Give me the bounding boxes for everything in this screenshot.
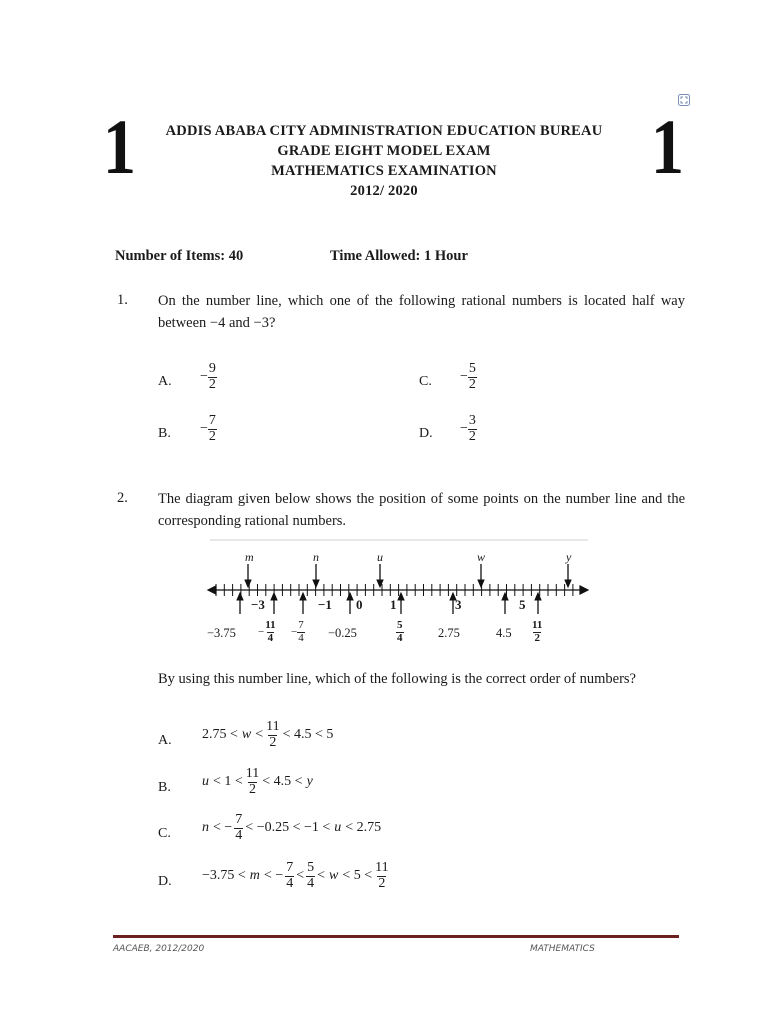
fraction xyxy=(468,414,477,444)
q2-option-a-expression[interactable] xyxy=(200,720,335,750)
numerator: 9 xyxy=(208,361,216,376)
expr-text: < 4.5 < 5 xyxy=(282,727,334,743)
fraction xyxy=(306,861,315,891)
axis-label-3: 3 xyxy=(455,597,462,612)
question-1-text: On the number line, which one of the following rational numbers is located half way between −4 and −3? xyxy=(158,293,685,331)
expr-text: < 2.75 xyxy=(345,820,382,836)
expr-variable-u: u xyxy=(334,820,342,836)
expr-variable-y: y xyxy=(306,774,313,790)
arrow-down-m xyxy=(245,564,251,587)
value-minus-0-25: −0.25 xyxy=(328,626,357,640)
arrow-up-0 xyxy=(237,593,243,614)
numerator: 11 xyxy=(245,766,260,781)
numerator: 7 xyxy=(298,619,304,631)
arrow-up-7 xyxy=(535,593,541,614)
number-of-items: Number of Items: 40 xyxy=(115,248,244,264)
denominator: 2 xyxy=(468,428,476,444)
q1-option-a-value[interactable] xyxy=(200,362,217,392)
footer-right: MATHEMATICS xyxy=(530,944,595,954)
q2-option-d-label: D. xyxy=(158,874,172,889)
fraction xyxy=(245,767,260,797)
arrow-up-4 xyxy=(398,593,404,614)
denominator: 2 xyxy=(208,428,216,444)
denominator: 2 xyxy=(534,631,540,644)
fraction xyxy=(285,861,294,891)
footer-rule xyxy=(113,935,679,938)
minus-sign: − xyxy=(460,369,468,385)
arrow-up-3 xyxy=(347,593,353,614)
denominator: 2 xyxy=(269,734,277,750)
expr-text: < 1 < xyxy=(213,774,243,790)
expr-text: < xyxy=(255,727,264,743)
numerator: 7 xyxy=(286,860,294,875)
arrow-down-n xyxy=(313,564,319,587)
arrow-up-1 xyxy=(271,593,277,614)
denominator: 4 xyxy=(298,631,304,644)
q2-option-a-label: A. xyxy=(158,733,172,748)
fraction xyxy=(208,362,217,392)
minus-sign: − xyxy=(258,626,265,639)
expr-text: < 5 < xyxy=(342,868,373,884)
denominator: 4 xyxy=(286,875,294,891)
minus-sign: − xyxy=(460,421,468,437)
numerator: 7 xyxy=(208,413,216,428)
denominator: 2 xyxy=(378,875,386,891)
arrow-up-2 xyxy=(300,593,306,614)
expr-text: < − xyxy=(213,820,233,836)
arrow-down-y xyxy=(565,564,571,587)
axis-label-0: 0 xyxy=(356,597,363,612)
value-2-75: 2.75 xyxy=(438,626,460,640)
numerator: 5 xyxy=(397,619,403,631)
question-1-number: 1. xyxy=(117,292,128,308)
q1-option-d-label: D. xyxy=(419,426,433,441)
expr-text: < −0.25 < −1 < xyxy=(245,820,331,836)
fraction xyxy=(234,813,243,843)
numerator: 11 xyxy=(532,619,543,631)
fraction xyxy=(208,414,217,444)
minus-sign: − xyxy=(291,626,298,639)
numerator: 11 xyxy=(265,619,276,631)
q2-option-d-expression[interactable] xyxy=(200,861,390,891)
header-big-one-right: 1 xyxy=(650,103,685,190)
question-2-number: 2. xyxy=(117,490,128,506)
numerator: 5 xyxy=(307,860,315,875)
denominator: 4 xyxy=(235,827,243,843)
fraction xyxy=(531,620,543,644)
fraction xyxy=(374,861,389,891)
fraction xyxy=(396,620,404,644)
value-4-5: 4.5 xyxy=(496,626,512,640)
expr-variable-u: u xyxy=(202,774,209,790)
q1-option-b-label: B. xyxy=(158,426,171,441)
question-2-text: The diagram given below shows the position of some points on the number line and the corresponding rational numbers. xyxy=(158,491,685,529)
q2-option-b-expression[interactable] xyxy=(200,767,315,797)
arrow-down-u xyxy=(377,564,383,587)
fraction xyxy=(297,620,305,644)
header-year: 2012/ 2020 xyxy=(350,183,418,199)
header-subject: MATHEMATICS EXAMINATION xyxy=(271,163,497,179)
expr-text: −3.75 < xyxy=(202,868,246,884)
numerator: 7 xyxy=(235,812,243,827)
axis-label-5: 5 xyxy=(519,597,526,612)
fraction xyxy=(468,362,477,392)
question-2-prompt: By using this number line, which of the following is the correct order of numbers? xyxy=(158,671,636,687)
denominator: 2 xyxy=(249,781,257,797)
time-allowed: Time Allowed: 1 Hour xyxy=(330,248,468,264)
expr-variable-n: n xyxy=(202,820,209,836)
value-minus-3-75: −3.75 xyxy=(207,626,236,640)
denominator: 4 xyxy=(267,631,274,644)
header-bureau: ADDIS ABABA CITY ADMINISTRATION EDUCATION BUREAU xyxy=(165,123,603,139)
q2-option-b-label: B. xyxy=(158,780,171,795)
q2-option-c-label: C. xyxy=(158,826,171,841)
arrow-down-w xyxy=(478,564,484,587)
q1-option-d-value[interactable] xyxy=(460,414,477,444)
point-label-u: u xyxy=(377,550,383,564)
expr-text: < xyxy=(317,868,326,884)
expr-variable-m: m xyxy=(249,868,260,884)
denominator: 2 xyxy=(468,376,476,392)
numerator: 5 xyxy=(468,361,476,376)
expr-variable-w: w xyxy=(329,868,339,884)
axis-label-minus-1: −1 xyxy=(318,597,332,612)
expr-text: 2.75 < xyxy=(202,727,238,743)
q1-option-b-value[interactable] xyxy=(200,414,217,444)
q1-option-c-value[interactable] xyxy=(460,362,477,392)
minus-sign: − xyxy=(200,421,208,437)
numerator: 11 xyxy=(375,860,389,875)
fraction xyxy=(264,620,276,644)
footer-left: AACAEB, 2012/2020 xyxy=(113,944,205,954)
q1-option-c-label: C. xyxy=(419,374,432,389)
expr-variable-w: w xyxy=(241,727,252,743)
axis-label-minus-3: −3 xyxy=(251,597,265,612)
numerator: 11 xyxy=(266,719,280,734)
denominator: 4 xyxy=(307,875,315,891)
denominator: 2 xyxy=(208,376,216,392)
numerator: 3 xyxy=(468,413,476,428)
expr-text: < − xyxy=(263,868,284,884)
arrow-up-6 xyxy=(502,593,508,614)
fraction-11-2 xyxy=(531,620,543,644)
axis-label-1: 1 xyxy=(390,597,397,612)
fraction-minus-7-4 xyxy=(291,620,305,644)
fraction xyxy=(265,720,280,750)
point-label-m: m xyxy=(245,550,254,564)
q1-option-a-label: A. xyxy=(158,374,172,389)
fraction-minus-11-4 xyxy=(258,620,277,644)
fraction-5-4 xyxy=(396,620,404,644)
header-big-one-left: 1 xyxy=(102,103,137,190)
header-grade: GRADE EIGHT MODEL EXAM xyxy=(277,143,491,159)
point-label-n: n xyxy=(313,550,319,564)
expr-text: < 4.5 < xyxy=(262,774,303,790)
point-label-y: y xyxy=(566,550,572,564)
minus-sign: − xyxy=(200,369,208,385)
expr-text: < xyxy=(296,868,305,884)
point-label-w: w xyxy=(477,550,486,564)
denominator: 4 xyxy=(397,631,403,644)
q2-option-c-expression[interactable] xyxy=(200,813,383,843)
